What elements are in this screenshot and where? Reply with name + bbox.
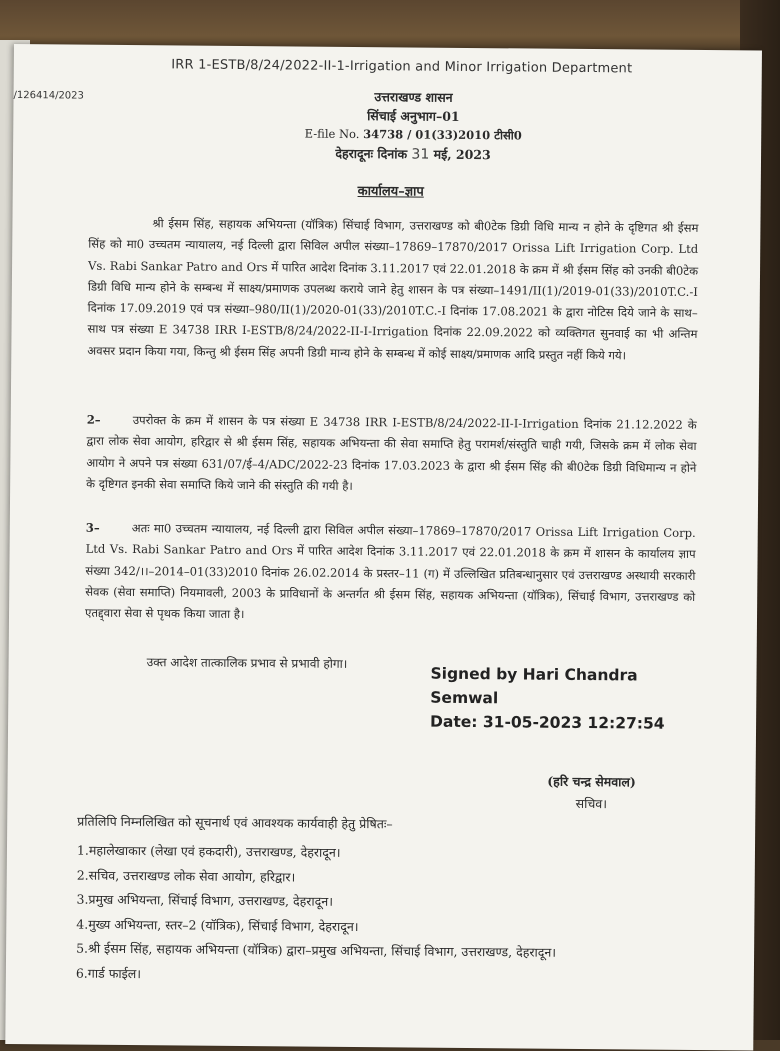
office-block	[263, 86, 564, 166]
document-page	[5, 44, 762, 1050]
paragraph-2-text: उपरोक्त के क्रम में शासन के पत्र संख्या E 34738 IRR I-ESTB/8/24/2022-II-I-Irrigation दिनांक 21.12.2022 के द्वारा लोक सेवा आयोग, हरिद्वार से श्री ईसम सिंह, सहायक अभियन्ता की सेवा समाप्ति हेतु परामर्श/संस्तुति चाही गयी, जिसके क्रम में लोक सेवा आयोग ने अपने पत्र संख्या 631/07/ई–4/ADC/2022-23 दिनांक 17.03.2023 के द्वारा श्री ईसम सिंह की बी0टेक डिग्री विधिमान्य न होने के दृष्टिगत इनकी सेवा समाप्ति किये जाने की संस्तुति की गयी है।	[86, 413, 697, 493]
document-title: कार्यालय–ज्ञाप	[357, 184, 424, 200]
signed-by-line: Signed by Hari Chandra	[430, 664, 638, 685]
paragraph-1: श्री ईसम सिंह, सहायक अभियन्ता (यॉत्रिक) सिंचाई विभाग, उत्तराखण्ड को बी0टेक डिग्री विधि मान्य न होने के दृष्टिगत श्री ईसम सिंह को मा0 उच्चतम न्यायालय, नई दिल्ली द्वारा सिविल अपील संख्या–17869–17870/2017 Orissa Lift Irrigation Corp. Ltd Vs. Rabi Sankar Patro and Ors में पारित आदेश दिनांक 3.11.2017 एवं 22.01.2018 के क्रम में श्री ईसम सिंह को उनकी बी0टेक डिग्री विधि मान्य होने के सम्बन्ध में साक्ष्य/प्रमाणक उपलब्ध कराये जाने हेतु शासन के पत्र संख्या–1491/II(1)/2019-01(33)/2010T.C.-I दिनांक 17.09.2019 एवं पत्र संख्या–980/II(1)/2020-01(33)/2010T.C.-I दिनांक 17.08.2021 के द्वारा नोटिस दिये जाने के साथ–साथ पत्र संख्या E 34738 IRR I-ESTB/8/24/2022-II-I-Irrigation दिनांक 22.09.2022 को व्यक्तिगत सुनवाई का भी अन्तिम अवसर प्रदान किया गया, किन्तु श्री ईसम सिंह अपनी डिग्री मान्य होने के सम्बन्ध में कोई साक्ष्य/प्रमाणक आदि प्रस्तुत नहीं किये गये।	[87, 216, 699, 363]
list-item: 6.गार्ड फाईल।	[75, 965, 142, 981]
efile-prefix: E-file No.	[304, 126, 360, 142]
paragraph-3-number: 3–	[85, 520, 100, 535]
list-item: 5.श्री ईसम सिंह, सहायक अभियन्ता (यॉत्रिक) द्वारा–प्रमुख अभियन्ता, सिंचाई विभाग, उत्तराखण्ड, देहरादून।	[76, 940, 557, 960]
government-name: उत्तराखण्ड शासन	[374, 89, 453, 105]
list-item: 2.सचिव, उत्तराखण्ड लोक सेवा आयोग, हरिद्वार।	[76, 867, 296, 884]
paragraph-2	[86, 410, 697, 501]
handwritten-date: 31	[411, 146, 430, 163]
signatory-block	[511, 770, 671, 815]
side-file-number: /126414/2023	[13, 89, 84, 102]
signed-by-line-2: Semwal	[430, 688, 499, 708]
paragraph-2-number: 2–	[86, 412, 101, 427]
list-item: 1.महालेखाकार (लेखा एवं हकदारी), उत्तराखण्ड, देहरादून।	[76, 842, 341, 860]
list-item: 3.प्रमुख अभियन्ता, सिंचाई विभाग, उत्तराखण्ड, देहरादून।	[76, 891, 334, 909]
date-place: देहरादूनः दिनांक	[335, 145, 408, 162]
signatory-name: (हरि चन्द्र सेमवाल)	[547, 773, 636, 790]
effect-statement: उक्त आदेश तात्कालिक प्रभाव से प्रभावी होगा।	[146, 655, 348, 671]
paragraph-3	[85, 518, 696, 630]
copy-recipient-list	[76, 839, 557, 990]
paragraph-3-text: अतः मा0 उच्चतम न्यायालय, नई दिल्ली द्वारा सिविल अपील संख्या–17869–17870/2017 Orissa Lift Irrigation Corp. Ltd Vs. Rabi Sankar Patro and Ors में पारित आदेश दिनांक 3.11.2017 एवं 22.01.2018 के क्रम में शासन के कार्यालय ज्ञाप संख्या 342/।।–2014–01(33)2010 दिनांक 26.02.2014 के प्रस्तर–11 (ग) में उल्लिखित प्रतिबन्धानुसार एवं उत्तराखण्ड अस्थायी सरकारी सेवक (सेवा समाप्ति) नियमावली, 2003 के प्राविधानों के अन्तर्गत श्री ईसम सिंह, सहायक अभियन्ता (यॉत्रिक), सिंचाई विभाग, उत्तराखण्ड को एतद्द्वारा सेवा से पृथक किया जाता है।	[84, 521, 696, 622]
copy-heading: प्रतिलिपि निम्नलिखित को सूचनार्थ एवं आवश्यक कार्यवाही हेतु प्रेषितः–	[77, 813, 393, 832]
signatory-designation: सचिव।	[575, 795, 608, 812]
signature-date: Date: 31-05-2023 12:27:54	[430, 712, 665, 733]
date-rest: मई, 2023	[433, 146, 491, 163]
digital-signature-block	[430, 662, 711, 736]
efile-number: 34738 / 01(33)2010 टीसी0	[363, 127, 522, 143]
reference-header: IRR 1-ESTB/8/24/2022-II-1-Irrigation and Minor Irrigation Department	[171, 57, 633, 77]
list-item: 4.मुख्य अभियन्ता, स्तर–2 (यॉत्रिक), सिंचाई विभाग, देहरादून।	[76, 916, 359, 934]
efile-line	[263, 124, 563, 146]
section-name: सिंचाई अनुभाग–01	[367, 108, 460, 124]
date-line	[263, 143, 563, 166]
